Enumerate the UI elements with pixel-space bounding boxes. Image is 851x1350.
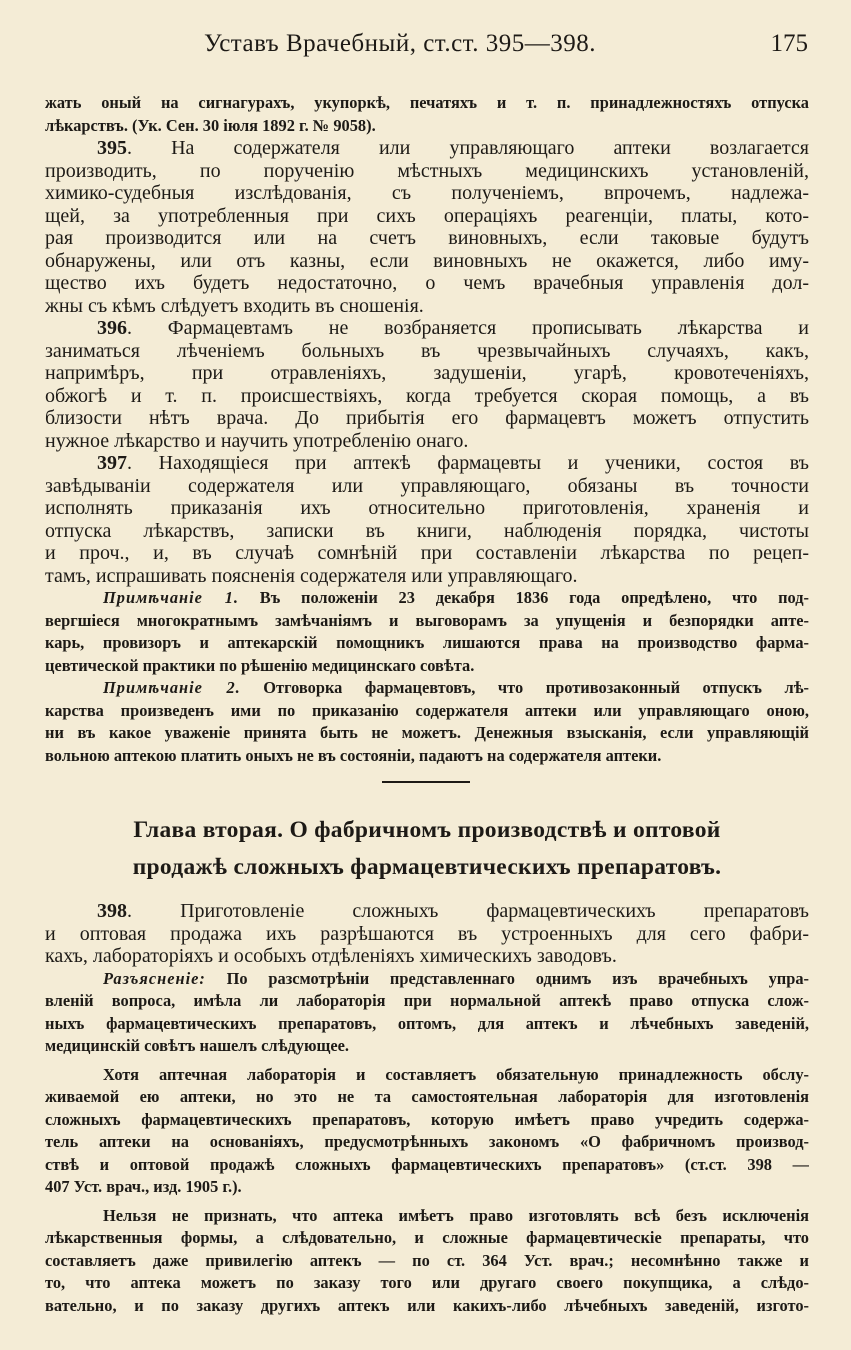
divider-rule [382,781,470,783]
text-line: то, что аптека можетъ по заказу того или другаго своего покупщика, а слѣдо- [45,1273,809,1292]
text-line: отпуска лѣкарствъ, записки въ книги, наблюденія порядка, чистоты [45,519,809,542]
text-line: химико-судебныя изслѣдованія, съ полученіемъ, впрочемъ, надлежа- [45,182,809,204]
article-number: 397 [97,452,127,474]
continuation-paragraph [45,92,809,137]
text-line [45,317,809,340]
article-number: 395 [97,137,127,159]
chapter-title-line-1: Глава вторая. О фабричномъ производствѣ и оптовой [133,817,721,843]
text-line: 407 Уст. врач., изд. 1905 г.). [45,1177,242,1196]
text-line [45,452,809,475]
running-header [0,30,851,70]
text-line: завѣдываніи содержателя или управляющаго, обязаны въ точности [45,474,809,497]
text-span: . Фармацевтамъ не возбраняется прописывать лѣкарства и [127,317,809,339]
article-398 [45,900,809,968]
text-line: жны съ кѣмъ слѣдуетъ входить въ сношенія. [45,294,424,317]
text-line: вательно, и по заказу другихъ аптекъ или какихъ-либо лѣчебныхъ заведеній, изгото- [45,1295,809,1315]
text-line: и проч., и, въ случаѣ сомнѣній при составленіи лѣкарства по рецеп- [45,542,809,564]
text-line: ныхъ фармацевтическихъ препаратовъ, оптомъ, для аптекъ и лѣчебныхъ заведеній, [45,1013,809,1033]
text-line: рая производится или на счетъ виновныхъ, если таковые будутъ [45,227,809,249]
text-line: нужное лѣкарство и научить употребленію онаго. [45,429,469,452]
text-line: обжогѣ и т. п. происшествіяхъ, когда требуется скорая помощь, а въ [45,384,809,407]
text-line: производить, по порученію мѣстныхъ медицинскихъ установленій, [45,159,809,182]
page-body [45,92,809,1317]
text-line: обнаружены, или отъ казны, если виновныхъ не окажется, либо иму- [45,249,809,272]
page-number: 175 [770,30,808,57]
text-span: . Находящіеся при аптекѣ фармацевты и ученики, состоя въ [127,452,809,474]
text-line: вергшіеся многократнымъ замѣчаніямъ и выговорамъ за упущенія и безпорядки апте- [45,610,809,630]
text-line: живаемой ею аптеки, но это не та самостоятельная лабораторія для изготовленія [45,1087,809,1106]
note-label: Разъясненіе: [103,968,206,988]
text-span: По разсмотрѣніи представленнаго однимъ изъ врачебныхъ упра- [205,968,809,988]
text-line: Хотя аптечная лабораторія и составляетъ обязательную принадлежность обслу- [103,1064,809,1084]
text-line: составляетъ даже привилегію аптекъ — по ст. 364 Уст. врач.; несомнѣнно также и [45,1250,809,1270]
text-line: и оптовая продажа ихъ разрѣшаются въ устроенныхъ для сего фабри- [45,922,809,945]
text-line: карства произведенъ ими по приказанію содержателя аптеки или управляющаго оною, [45,700,809,720]
text-line: щество ихъ будетъ недостаточно, о чемъ врачебныя управленія дол- [45,272,809,294]
text-line: кахъ, лабораторіяхъ и особыхъ отдѣленіяхъ химическихъ заводовъ. [45,945,617,967]
text-line: ни въ какое уваженіе принята быть не можетъ. Денежныя взысканія, если управляющій [45,723,809,742]
note-1 [45,587,809,677]
text-line [45,137,809,160]
note-label: Примѣчаніе 2. [103,678,241,697]
text-line [45,968,809,991]
text-line: лѣкарственныя формы, а слѣдовательно, и сложные фармацевтическіе препараты, что [45,1228,809,1247]
text-span: . На содержателя или управляющаго аптеки возлагается [127,137,809,159]
chapter-heading [45,812,809,886]
text-line [45,587,809,610]
text-line: близости нѣтъ врача. До прибытія его фармацевтъ можетъ отпустить [45,407,809,429]
text-line [45,900,809,923]
text-line: напримѣръ, при отравленіяхъ, задушеніи, угарѣ, кровотеченіяхъ, [45,362,809,384]
text-line: ствѣ и оптовой продажѣ сложныхъ фармацевтическихъ препаратовъ» (ст.ст. 398 — [45,1154,809,1174]
text-line: исполнять приказанія ихъ относительно приготовленія, храненія и [45,497,809,519]
text-span: Отговорка фармацевтовъ, что противозаконный отпускъ лѣ- [240,678,809,697]
article-395 [45,137,809,317]
clarification [45,968,809,1058]
text-line [45,677,809,700]
article-number: 398 [97,900,127,922]
article-number: 396 [97,317,127,339]
note-label: Примѣчаніе 1. [103,588,239,607]
text-span: Въ положеніи 23 декабря 1836 года опредѣлено, что под- [239,588,809,607]
text-span: . Приготовленіе сложныхъ фармацевтическихъ препаратовъ [127,900,809,922]
text-line: Нельзя не признать, что аптека имѣетъ право изготовлять всѣ безъ исключенія [103,1205,809,1225]
clarification-paragraph-2 [45,1205,809,1318]
text-line: медицинскій совѣтъ нашелъ слѣдующее. [45,1036,349,1055]
section-divider [45,767,809,800]
text-line: лѣкарствъ. (Ук. Сен. 30 іюля 1892 г. № 9058). [45,115,376,135]
running-title: Уставъ Врачебный, ст.ст. 395—398. [204,30,596,57]
text-line: щей, за употребленныя при сихъ операціяхъ реагенціи, платы, кото- [45,204,809,227]
article-397 [45,452,809,587]
text-line: цевтической практики по рѣшенію медицинскаго совѣта. [45,655,475,675]
chapter-title-line-2: продажѣ сложныхъ фармацевтическихъ препаратовъ. [132,854,722,880]
note-2 [45,677,809,767]
article-396 [45,317,809,452]
text-line: тель аптеки на основаніяхъ, предусмотрѣнныхъ закономъ «О фабричномъ производ- [45,1132,809,1151]
text-line: карь, провизоръ и аптекарскій помощникъ лишаются права на производство фарма- [45,633,809,652]
text-line: вольною аптекою платить оныхъ не въ состояніи, падаютъ на содержателя аптеки. [45,745,662,765]
text-line: тамъ, испрашивать поясненія содержателя или управляющаго. [45,564,578,587]
text-line: заниматься лѣченіемъ больныхъ въ чрезвычайныхъ случаяхъ, какъ, [45,339,809,362]
text-line: вленій вопроса, имѣла ли лабораторія при нормальной аптекѣ право отпуска слож- [45,991,809,1010]
text-line: жать оный на сигнагурахъ, укупоркѣ, печатяхъ и т. п. принадлежностяхъ отпуска [45,93,809,112]
clarification-paragraph-1 [45,1064,809,1199]
text-line: сложныхъ фармацевтическихъ препаратовъ, которую имѣетъ право учредить содержа- [45,1109,809,1129]
